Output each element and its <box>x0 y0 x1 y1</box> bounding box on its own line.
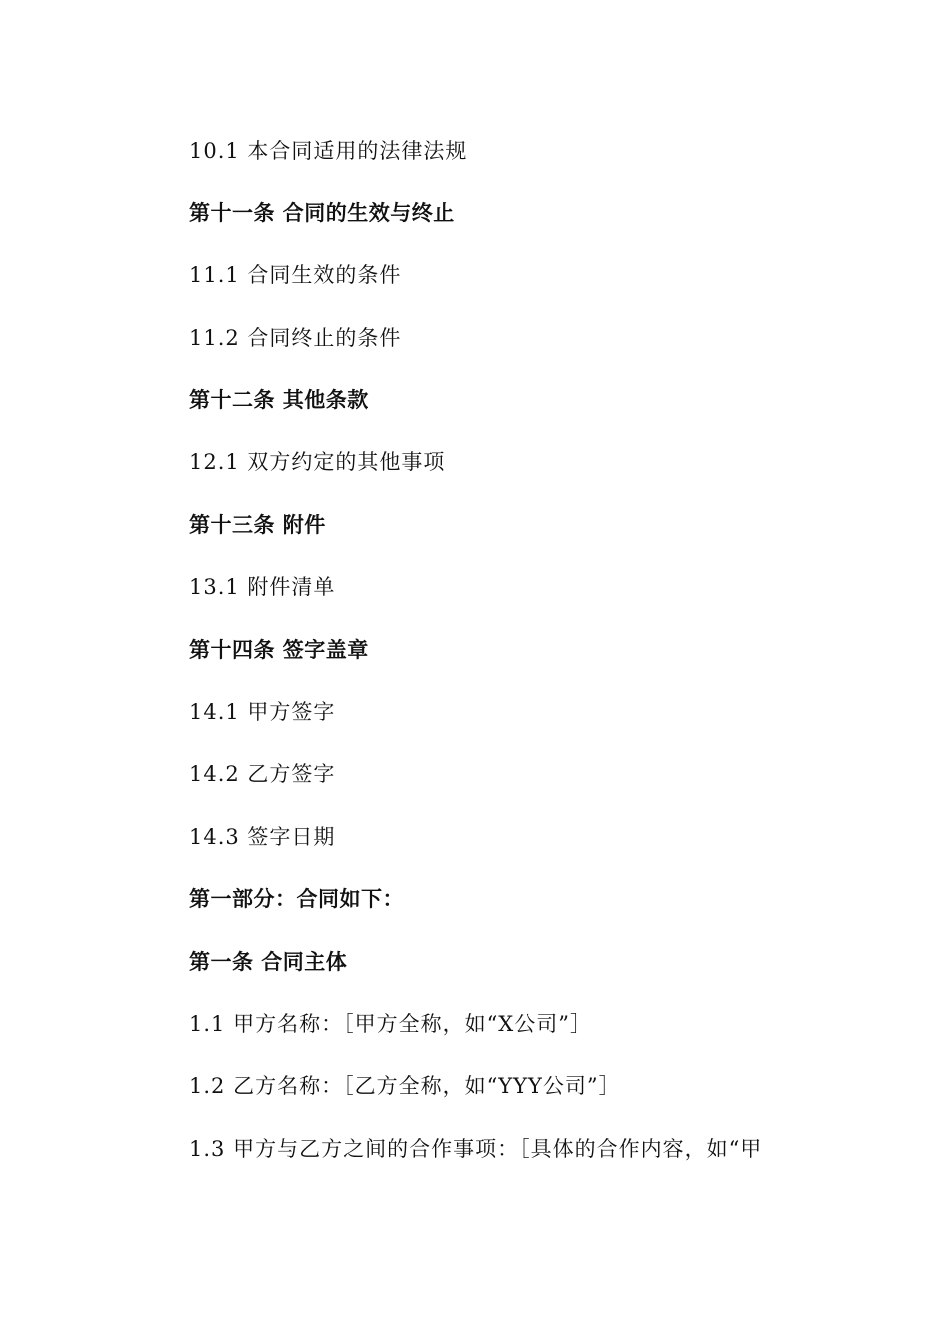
clause-10-1: 10.1 本合同适用的法律法规 <box>189 139 468 163</box>
clause-13-1: 13.1 附件清单 <box>189 575 336 599</box>
clause-14-2: 14.2 乙方签字 <box>189 762 336 786</box>
clause-11-2: 11.2 合同终止的条件 <box>189 326 402 350</box>
article-14-heading: 第十四条 签字盖章 <box>189 638 369 662</box>
article-1-heading: 第一条 合同主体 <box>189 950 348 974</box>
article-12-heading: 第十二条 其他条款 <box>189 388 369 412</box>
article-13-heading: 第十三条 附件 <box>189 513 326 537</box>
clause-14-1: 14.1 甲方签字 <box>189 700 336 724</box>
clause-11-1: 11.1 合同生效的条件 <box>189 263 402 287</box>
article-11-heading: 第十一条 合同的生效与终止 <box>189 201 455 225</box>
part-one-heading: 第一部分：合同如下： <box>189 887 404 911</box>
clause-1-3: 1.3 甲方与乙方之间的合作事项：［具体的合作内容，如“甲 <box>189 1137 763 1161</box>
clause-12-1: 12.1 双方约定的其他事项 <box>189 450 446 474</box>
clause-1-1: 1.1 甲方名称：［甲方全称，如“X公司”］ <box>189 1012 592 1036</box>
clause-14-3: 14.3 签字日期 <box>189 825 336 849</box>
clause-1-2: 1.2 乙方名称：［乙方全称，如“YYY公司”］ <box>189 1074 621 1098</box>
